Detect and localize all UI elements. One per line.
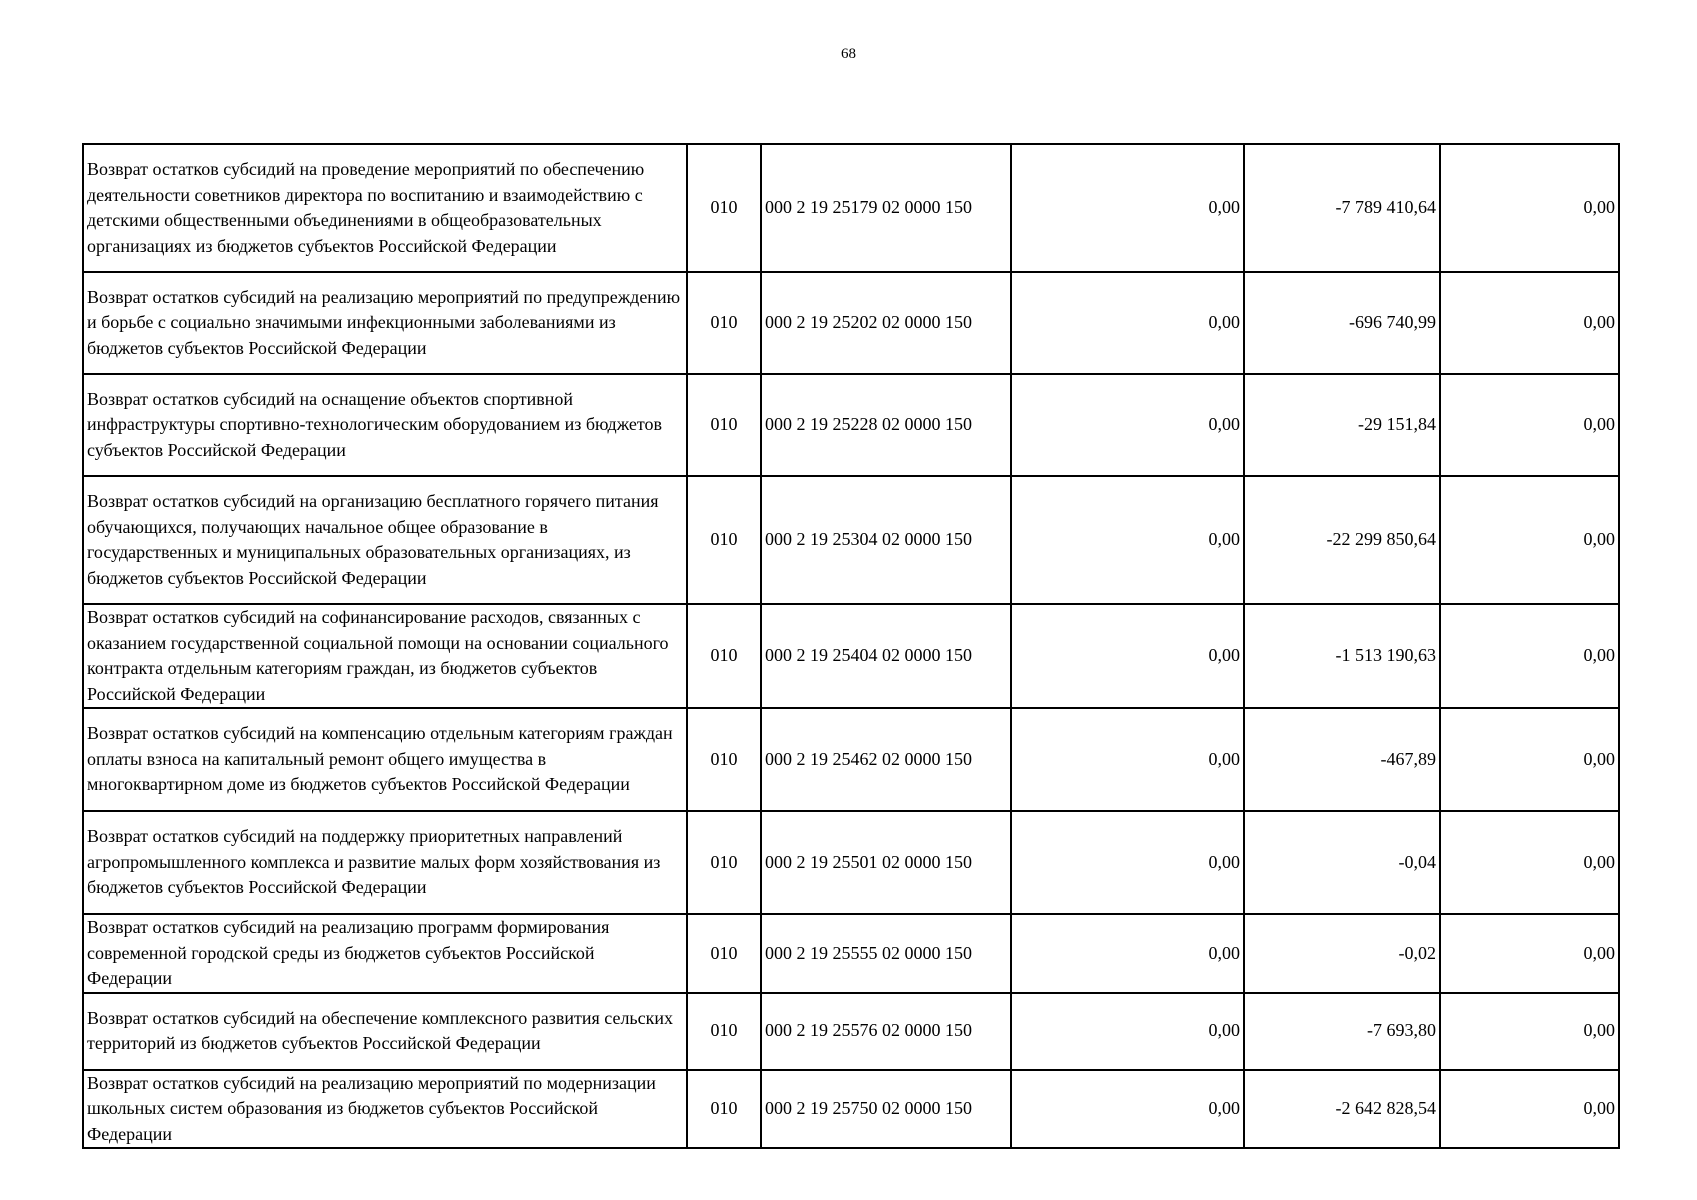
row-col5-cell: -0,04 <box>1244 811 1440 914</box>
table-row <box>83 604 1619 708</box>
row-col5-cell: -22 299 850,64 <box>1244 476 1440 604</box>
row-code-cell: 010 <box>687 374 761 476</box>
row-name-cell: Возврат остатков субсидий на оснащение объектов спортивной инфраструктуры спортивно-технологическим оборудованием из бюджетов субъектов Российской Федерации <box>83 374 687 476</box>
row-col6-cell: 0,00 <box>1440 914 1619 993</box>
row-kbk-cell: 000 2 19 25576 02 0000 150 <box>761 993 1011 1070</box>
table-row <box>83 1070 1619 1149</box>
row-kbk-cell: 000 2 19 25555 02 0000 150 <box>761 914 1011 993</box>
table-row <box>83 272 1619 374</box>
table-row <box>83 476 1619 604</box>
table-row <box>83 708 1619 811</box>
row-col4-cell: 0,00 <box>1011 272 1244 374</box>
row-kbk-cell: 000 2 19 25228 02 0000 150 <box>761 374 1011 476</box>
row-col5-cell: -696 740,99 <box>1244 272 1440 374</box>
row-name-cell: Возврат остатков субсидий на реализацию мероприятий по предупреждению и борьбе с социально значимыми инфекционными заболеваниями из бюджетов субъектов Российской Федерации <box>83 272 687 374</box>
row-col4-cell: 0,00 <box>1011 993 1244 1070</box>
row-name-cell: Возврат остатков субсидий на проведение мероприятий по обеспечению деятельности советников директора по воспитанию и взаимодействию с детскими общественными объединениями в общеобразовательных организациях из бюджетов субъектов Российской Федерации <box>83 144 687 272</box>
row-kbk-cell: 000 2 19 25462 02 0000 150 <box>761 708 1011 811</box>
row-col5-cell: -467,89 <box>1244 708 1440 811</box>
row-code-cell: 010 <box>687 272 761 374</box>
row-col5-cell: -7 789 410,64 <box>1244 144 1440 272</box>
table-row <box>83 811 1619 914</box>
row-col4-cell: 0,00 <box>1011 1070 1244 1149</box>
row-code-cell: 010 <box>687 914 761 993</box>
row-col6-cell: 0,00 <box>1440 374 1619 476</box>
row-kbk-cell: 000 2 19 25304 02 0000 150 <box>761 476 1011 604</box>
table-row <box>83 374 1619 476</box>
row-code-cell: 010 <box>687 993 761 1070</box>
row-name-cell: Возврат остатков субсидий на обеспечение комплексного развития сельских территорий из бюджетов субъектов Российской Федерации <box>83 993 687 1070</box>
row-code-cell: 010 <box>687 604 761 708</box>
row-col5-cell: -1 513 190,63 <box>1244 604 1440 708</box>
row-kbk-cell: 000 2 19 25750 02 0000 150 <box>761 1070 1011 1149</box>
budget-table <box>82 143 1620 1149</box>
row-name-cell: Возврат остатков субсидий на поддержку приоритетных направлений агропромышленного комплекса и развитие малых форм хозяйствования из бюджетов субъектов Российской Федерации <box>83 811 687 914</box>
row-col6-cell: 0,00 <box>1440 811 1619 914</box>
row-name-cell: Возврат остатков субсидий на софинансирование расходов, связанных с оказанием государственной социальной помощи на основании социального контракта отдельным категориям граждан, из бюджетов субъектов Российской Федерации <box>83 604 687 708</box>
row-col5-cell: -29 151,84 <box>1244 374 1440 476</box>
row-code-cell: 010 <box>687 476 761 604</box>
row-col4-cell: 0,00 <box>1011 708 1244 811</box>
row-col4-cell: 0,00 <box>1011 811 1244 914</box>
table-row <box>83 993 1619 1070</box>
row-col4-cell: 0,00 <box>1011 914 1244 993</box>
row-col5-cell: -7 693,80 <box>1244 993 1440 1070</box>
row-col4-cell: 0,00 <box>1011 144 1244 272</box>
row-col6-cell: 0,00 <box>1440 1070 1619 1149</box>
row-code-cell: 010 <box>687 708 761 811</box>
row-kbk-cell: 000 2 19 25501 02 0000 150 <box>761 811 1011 914</box>
row-code-cell: 010 <box>687 1070 761 1149</box>
row-col4-cell: 0,00 <box>1011 604 1244 708</box>
row-kbk-cell: 000 2 19 25404 02 0000 150 <box>761 604 1011 708</box>
row-col5-cell: -2 642 828,54 <box>1244 1070 1440 1149</box>
row-col4-cell: 0,00 <box>1011 374 1244 476</box>
row-col4-cell: 0,00 <box>1011 476 1244 604</box>
table-row <box>83 914 1619 993</box>
row-col6-cell: 0,00 <box>1440 708 1619 811</box>
row-name-cell: Возврат остатков субсидий на реализацию программ формирования современной городской среды из бюджетов субъектов Российской Федерации <box>83 914 687 993</box>
row-name-cell: Возврат остатков субсидий на организацию бесплатного горячего питания обучающихся, получающих начальное общее образование в государственных и муниципальных образовательных организациях, из бюджетов субъектов Российской Федерации <box>83 476 687 604</box>
row-name-cell: Возврат остатков субсидий на компенсацию отдельным категориям граждан оплаты взноса на капитальный ремонт общего имущества в многоквартирном доме из бюджетов субъектов Российской Федерации <box>83 708 687 811</box>
row-col6-cell: 0,00 <box>1440 993 1619 1070</box>
row-col6-cell: 0,00 <box>1440 272 1619 374</box>
row-col6-cell: 0,00 <box>1440 604 1619 708</box>
row-col6-cell: 0,00 <box>1440 144 1619 272</box>
row-col6-cell: 0,00 <box>1440 476 1619 604</box>
page-number: 68 <box>841 46 856 62</box>
table-row <box>83 144 1619 272</box>
row-kbk-cell: 000 2 19 25179 02 0000 150 <box>761 144 1011 272</box>
row-col5-cell: -0,02 <box>1244 914 1440 993</box>
row-kbk-cell: 000 2 19 25202 02 0000 150 <box>761 272 1011 374</box>
row-code-cell: 010 <box>687 811 761 914</box>
row-code-cell: 010 <box>687 144 761 272</box>
row-name-cell: Возврат остатков субсидий на реализацию мероприятий по модернизации школьных систем образования из бюджетов субъектов Российской Федерации <box>83 1070 687 1149</box>
